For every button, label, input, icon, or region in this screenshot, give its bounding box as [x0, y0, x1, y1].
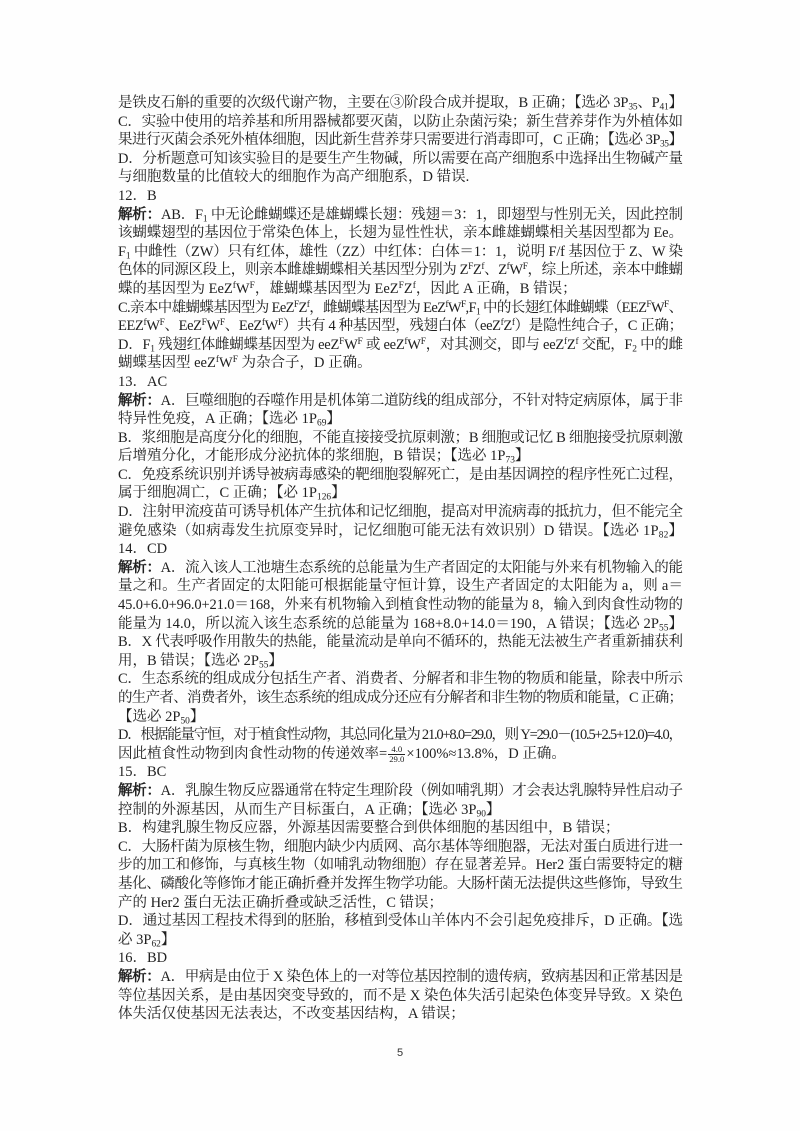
text-run: Z: [566, 336, 576, 353]
superscript: f: [563, 336, 567, 347]
text-run: A．巨噬细胞的吞噬作用是机体第二道防线的组成部分，不针对特定病原体，属于非: [160, 392, 683, 409]
line-text: [118, 727, 682, 743]
text-line: [118, 336, 683, 355]
text-line: [118, 652, 683, 671]
line-text: [118, 690, 682, 706]
text-run: C．生态系统的组成成分包括生产者、消费者、分解者和非生物的物质和能量，除表中所示: [118, 671, 683, 688]
subscript: 1: [125, 251, 131, 262]
text-run: 量之和。生产者固定的太阳能可根据能量守恒计算，设生产者固定的太阳能为 a，则 a＝: [118, 578, 684, 595]
text-run: 与细胞数量的比值较大的细胞作为高产细胞系，D 错误.: [118, 169, 470, 186]
subscript: 35: [628, 102, 638, 113]
text-run: W: [344, 336, 358, 353]
text-run: ，对其测交，即与 eeZ: [425, 336, 564, 353]
line-text: [118, 337, 683, 353]
text-run: 用，B 错误；【选必 2P: [118, 652, 259, 669]
explanation-label: 解析：: [118, 206, 161, 223]
subscript: 1: [202, 214, 208, 225]
subscript: 73: [505, 455, 515, 466]
answer-key-line: [118, 187, 683, 206]
superscript: F: [646, 299, 651, 310]
text-run: W: [650, 299, 664, 316]
subscript: 1: [150, 344, 155, 355]
superscript: F: [420, 336, 426, 347]
text-line: [118, 615, 683, 634]
text-run: 】: [514, 448, 530, 465]
line-text: [118, 560, 683, 576]
text-line: [118, 354, 683, 373]
line-text: [118, 802, 500, 818]
text-run: AB．F: [160, 206, 203, 223]
text-line: [118, 931, 683, 950]
superscript: F: [201, 317, 207, 328]
superscript: f: [445, 299, 448, 310]
text-run: 为杂合子，D 正确。: [237, 355, 372, 372]
text-run: 产的 Her2 蛋白无法正确折叠或缺乏活性，C 错误；: [118, 894, 444, 911]
text-run: 必 3P: [118, 931, 152, 948]
superscript: F: [159, 317, 165, 328]
superscript: F: [293, 299, 299, 310]
superscript: F: [219, 317, 225, 328]
text-run: 基化、磷酸化等修饰才能正确折叠并发挥生物学功能。大肠杆菌无法提供这些修饰，导致生: [118, 875, 683, 892]
line-text: [118, 746, 566, 762]
text-line: [118, 633, 683, 652]
text-run: ,F: [465, 299, 476, 316]
subscript: 126: [317, 493, 332, 504]
text-line: [118, 987, 683, 1006]
superscript: F: [339, 336, 345, 347]
text-run: 15．BC: [118, 764, 167, 781]
line-text: [118, 281, 577, 297]
text-line: [118, 912, 683, 931]
line-text: [118, 504, 683, 520]
subscript: 90: [476, 809, 486, 820]
text-run: 特异性免疫，A 正确；【选必 1P: [118, 411, 317, 428]
line-text: [118, 374, 167, 390]
text-run: 或 eeZ: [362, 336, 405, 353]
text-run: D．分析题意可知该实验目的是要生产生物碱，所以需要在高产细胞系中选择出生物碱产量: [118, 150, 683, 167]
fraction-denominator: 29.0: [389, 753, 405, 764]
line-text: [118, 988, 683, 1004]
text-run: 残翅红体雌蝴蝶基因型为 eeZ: [154, 336, 340, 353]
subscript: 62: [151, 939, 161, 950]
text-run: 】: [668, 95, 683, 111]
text-line: [118, 317, 683, 336]
text-run: 蝶的基因型为 EeZ: [118, 280, 233, 297]
text-run: D．F: [118, 336, 151, 353]
text-run: ）是隐性纯合子，C 正确；: [514, 318, 683, 335]
text-run: W: [447, 299, 461, 316]
text-run: C．实验中使用的培养基和所用器械都要灭菌，以防止杂菌污染；新生营养芽作为外植体如: [118, 113, 683, 130]
text-run: 是铁皮石斛的重要的次级代谢产物，主要在③阶段合成并提取，B 正确；【选必 3P: [118, 95, 629, 111]
text-line: [118, 484, 683, 503]
text-line: [118, 466, 683, 485]
superscript: f: [404, 336, 408, 347]
line-text: [118, 969, 683, 985]
text-run: ，雌蝴蝶基因型为 EeZ: [309, 299, 446, 316]
text-run: 】: [668, 132, 683, 149]
text-run: 中雌性（ZW）只有红体，雄性（ZZ）中红体：白体＝1：1，说明 F/f 基因位于 Z、W 染: [130, 243, 683, 260]
subscript: 55: [658, 623, 669, 634]
text-run: C．大肠杆菌为原核生物，细胞内缺少内质网、高尔基体等细胞器，无法对蛋白质进行进一: [118, 838, 683, 855]
superscript: f: [506, 262, 510, 273]
text-run: C.亲本中雄蝴蝶基因型为 EeZ: [118, 299, 294, 316]
line-text: [118, 895, 443, 911]
text-run: W: [146, 318, 160, 335]
text-run: D．根据能量守恒，对于植食性动物，其总同化量为 21.0+8.0=29.0，则 Y=29.0－(10.5+2.5+12.0)=4.0，: [118, 727, 682, 744]
text-line: [118, 429, 683, 448]
text-run: F: [118, 243, 126, 260]
text-line: [118, 670, 683, 689]
line-text: [118, 188, 157, 204]
text-run: D．注射甲流疫苗可诱导机体产生抗体和记忆细胞，提高对甲流病毒的抵抗力，但不能完全: [118, 504, 683, 521]
text-run: 控制的外源基因，从而生产目标蛋白，A 正确；【选必 3P: [118, 801, 477, 818]
text-run: W: [509, 262, 523, 279]
text-run: 】: [668, 615, 684, 632]
text-run: ×100%≈13.8%，D 正确。: [406, 745, 566, 762]
text-run: B．构建乳腺生物反应器，外源基因需要整合到供体细胞的基因组中，B 错误；: [118, 820, 620, 837]
answer-explanation-text: [118, 94, 683, 1024]
text-run: 45.0+6.0+96.0+21.0＝168，外来有机物输入到植食性动物的能量为 8，输入到肉食性动物的: [118, 597, 683, 614]
explanation-label: 解析：: [118, 968, 161, 985]
line-text: [118, 578, 683, 594]
text-line: [118, 94, 683, 113]
text-line: [118, 224, 683, 243]
text-line: [118, 261, 683, 280]
text-line: [118, 596, 683, 615]
line-text: [118, 950, 167, 966]
line-text: [118, 764, 166, 780]
text-run: 】: [485, 801, 501, 818]
text-run: 避免感染（如病毒发生抗原变异时，记忆细胞可能无法有效识别）D 错误。【选必 1P: [118, 522, 659, 539]
line-text: [118, 857, 683, 873]
text-run: 16．BD: [118, 950, 168, 967]
text-run: ，综上所述，亲本中雌蝴: [527, 262, 683, 279]
line-text: [118, 653, 283, 669]
text-run: 果进行灭菌会杀死外植体细胞，因此新生营养芽只需要进行消毒即可，C 正确；【选必 3P: [118, 132, 661, 149]
superscript: f: [412, 280, 416, 291]
explanation-start-line: [118, 206, 683, 225]
text-line: [118, 577, 683, 596]
text-run: 因此植食性动物到肉食性动物的传递效率=: [118, 745, 388, 762]
text-run: W: [235, 280, 250, 297]
explanation-label: 解析：: [118, 559, 161, 576]
answer-key-line: [118, 763, 683, 782]
text-line: [118, 726, 683, 745]
line-text: [118, 839, 683, 855]
text-line: [118, 856, 683, 875]
text-run: Z: [298, 299, 307, 316]
explanation-start-line: [118, 392, 683, 411]
text-line: [118, 113, 683, 132]
line-text: [118, 262, 683, 278]
text-run: 中无论雌蝴蝶还是雄蝴蝶长翅：残翅＝3：1，即翅型与性别无关，因此控制: [207, 206, 683, 223]
text-run: A．流入该人工池塘生态系统的总能量为生产者固定的太阳能与外来有机物输入的能: [160, 559, 683, 576]
text-run: 步的加工和修饰，与真核生物（如哺乳动物细胞）存在显著差异。Her2 蛋白需要特定的糖: [118, 857, 683, 874]
text-run: A．乳腺生物反应器通常在特定生理阶段（例如哺乳期）才会表达乳腺特异性启动子: [160, 782, 683, 799]
line-text: [118, 541, 167, 557]
superscript: F: [249, 280, 255, 291]
text-line: [118, 689, 683, 708]
superscript: f: [261, 317, 265, 328]
text-run: 色体的同源区段上，则亲本雌雄蝴蝶相关基因型分别为 Z: [118, 262, 469, 279]
subscript: 1: [475, 307, 481, 318]
line-text: [118, 820, 619, 836]
subscript: 41: [659, 102, 669, 113]
superscript: f: [575, 336, 579, 347]
line-text: [118, 355, 372, 371]
text-line: [118, 299, 683, 318]
text-run: W: [206, 318, 220, 335]
text-run: 12．B: [118, 187, 157, 204]
line-text: [118, 151, 683, 167]
explanation-start-line: [118, 559, 683, 578]
line-text: [118, 1006, 465, 1022]
fraction: [388, 745, 405, 763]
text-run: A．甲病是由位于 X 染色体上的一对等位基因控制的遗传病，致病基因和正常基因是: [160, 968, 683, 985]
subscript: 2: [632, 344, 637, 355]
text-line: [118, 894, 683, 913]
subscript: 82: [658, 530, 669, 541]
text-run: 、: [668, 299, 683, 316]
text-run: B．浆细胞是高度分化的细胞，不能直接接受抗原刺激；B 细胞或记忆 B 细胞接受抗原刺激: [118, 429, 683, 446]
text-run: 中的长翅红体雌蝴蝶（EEZ: [480, 299, 647, 316]
superscript: F: [357, 336, 363, 347]
line-text: [118, 114, 683, 130]
text-line: [118, 708, 683, 727]
answer-key-line: [118, 949, 683, 968]
text-run: Z: [403, 280, 413, 297]
superscript: f: [481, 262, 485, 273]
line-text: [118, 932, 175, 948]
subscript: 69: [317, 418, 327, 429]
text-run: 属于细胞凋亡，C 正确；【必 1P: [118, 485, 317, 502]
line-text: [118, 783, 683, 799]
answer-key-line: [118, 540, 683, 559]
line-text: [118, 411, 341, 427]
line-text: [118, 95, 683, 111]
text-run: 中的雌: [636, 336, 683, 353]
text-run: 】: [189, 708, 205, 725]
text-line: [118, 875, 683, 894]
text-line: [118, 447, 683, 466]
superscript: F: [460, 299, 466, 310]
text-run: 】: [160, 931, 176, 948]
explanation-start-line: [118, 782, 683, 801]
line-text: [118, 616, 683, 632]
line-text: [118, 671, 683, 687]
superscript: F: [232, 355, 238, 366]
text-run: 13．AC: [118, 373, 168, 390]
line-text: [118, 300, 682, 316]
text-run: 、Z: [484, 262, 507, 279]
line-text: [118, 430, 683, 446]
line-text: [118, 244, 683, 260]
text-run: 能量为 14.0，所以流入该生态系统的总能量为 168+8.0+14.0＝190，A 错误；【选必 2P: [118, 615, 659, 632]
text-line: [118, 838, 683, 857]
line-text: [118, 318, 683, 334]
explanation-start-line: [118, 968, 683, 987]
superscript: F: [278, 317, 283, 328]
text-run: Z: [503, 318, 512, 335]
text-run: D．通过基因工程技术得到的胚胎，移植到受体山羊体内不会引起免疫排斥，D 正确。【选: [118, 913, 683, 930]
subscript: 35: [660, 139, 669, 150]
subscript: 55: [259, 660, 269, 671]
answer-key-line: [118, 373, 683, 392]
text-run: W: [264, 318, 278, 335]
explanation-label: 解析：: [118, 782, 161, 799]
superscript: F: [522, 262, 528, 273]
text-run: 14．CD: [118, 541, 168, 558]
text-run: 、EeZ: [164, 318, 202, 335]
line-text: [118, 225, 683, 241]
text-line: [118, 131, 683, 150]
text-run: 蝴蝶基因型 eeZ: [118, 355, 216, 372]
text-line: [118, 150, 683, 169]
text-run: 体失活仅使基因无法表达，不改变基因结构，A 错误；: [118, 1006, 465, 1023]
text-run: 的生产者、消费者外，该生态系统的组成成分还应有分解者和非生物的物质和能量，C 正确；: [118, 690, 683, 706]
text-line: [118, 745, 683, 764]
line-text: [118, 132, 683, 148]
text-run: 该蝴蝶翅型的基因位于常染色体上，长翅为显性性状，亲本雌雄蝴蝶相关基因型都为 Ee。: [118, 225, 683, 242]
superscript: f: [215, 355, 219, 366]
text-run: W: [219, 355, 233, 372]
line-text: [118, 523, 683, 539]
line-text: [118, 169, 469, 185]
line-text: [118, 448, 529, 464]
text-line: [118, 280, 683, 299]
line-text: [118, 207, 683, 223]
text-run: 】: [668, 522, 684, 539]
line-text: [118, 467, 683, 483]
line-text: [118, 913, 683, 929]
text-run: ，因此 A 正确，B 错误；: [415, 280, 577, 297]
text-line: [118, 410, 683, 429]
line-text: [118, 597, 683, 613]
superscript: F: [398, 280, 404, 291]
superscript: f: [232, 280, 236, 291]
text-run: ）共有 4 种基因型，残翅白体（eeZ: [282, 318, 501, 335]
text-run: B．X 代表呼吸作用散失的热能，能量流动是单向不循环的，热能无法被生产者重新捕获利: [118, 634, 683, 651]
text-run: 、P: [637, 95, 660, 111]
text-run: 【选必 2P: [118, 708, 181, 725]
explanation-label: 解析：: [118, 392, 161, 409]
text-line: [118, 801, 683, 820]
superscript: F: [664, 299, 669, 310]
page-number: 5: [396, 1047, 404, 1059]
text-run: 】: [326, 411, 341, 428]
text-line: [118, 503, 683, 522]
superscript: f: [500, 317, 504, 328]
text-run: 】: [268, 652, 283, 669]
line-text: [118, 634, 683, 650]
text-run: C．免疫系统识别并诱导被病毒感染的靶细胞裂解死亡，是由基因调控的程序性死亡过程，: [118, 466, 683, 483]
fraction-numerator: 4.0: [388, 745, 405, 755]
text-run: ，雄蝴蝶基因型为 EeZ: [254, 280, 399, 297]
superscript: f: [306, 299, 310, 310]
text-line: [118, 819, 683, 838]
superscript: f: [511, 317, 515, 328]
text-run: W: [407, 336, 421, 353]
text-run: 交配，F: [578, 336, 633, 353]
line-text: [118, 709, 204, 725]
text-line: [118, 168, 683, 187]
line-text: [118, 485, 346, 504]
line-text: [118, 393, 683, 409]
line-text: [118, 876, 683, 892]
text-run: 后增殖分化，才能形成分泌抗体的浆细胞，B 错误；【选必 1P: [118, 448, 506, 465]
text-run: 】: [331, 485, 346, 502]
text-run: 、EeZ: [224, 318, 262, 335]
subscript: 50: [180, 716, 190, 727]
text-line: [118, 522, 683, 541]
text-line: [118, 243, 683, 262]
text-run: Z: [472, 262, 482, 279]
superscript: f: [143, 317, 147, 328]
text-line: [118, 1005, 683, 1024]
superscript: F: [468, 262, 473, 273]
text-run: 等位基因关系，是由基因突变导致的，而不是 X 染色体失活引起染色体变异导致。X 染色: [118, 987, 683, 1004]
text-run: EEZ: [118, 318, 144, 335]
